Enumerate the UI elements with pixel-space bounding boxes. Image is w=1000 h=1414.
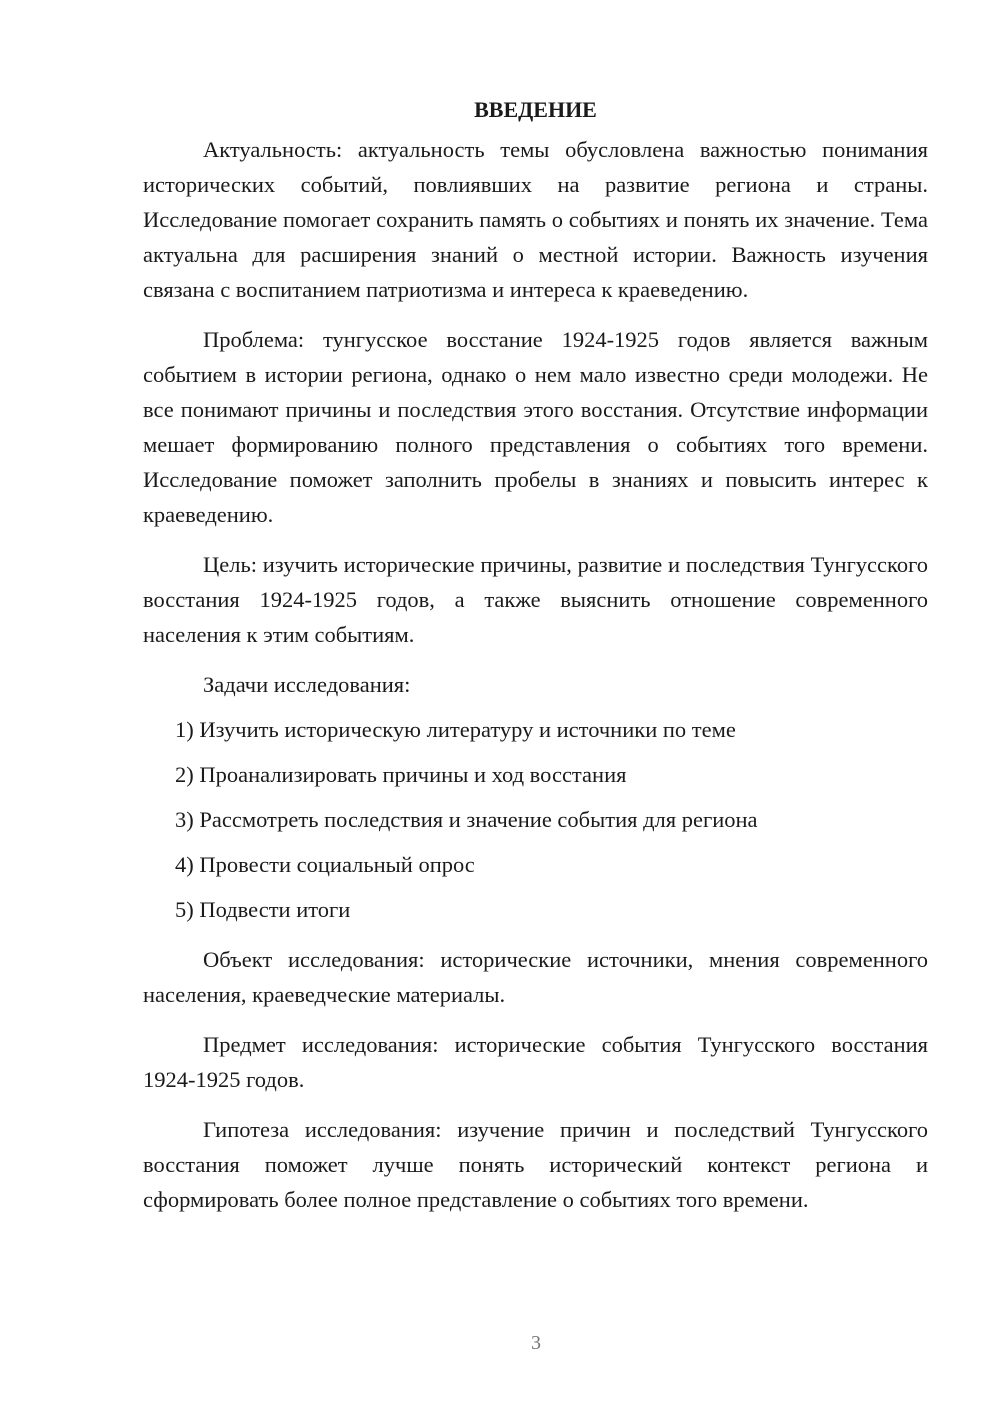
task-item-3: 3) Рассмотреть последствия и значение события для региона bbox=[175, 807, 758, 832]
tasks-heading: Задачи исследования: bbox=[203, 672, 411, 697]
page-number: 3 bbox=[531, 1332, 541, 1354]
paragraph-object: Объект исследования: исторические источники, мнения современного населения, краеведческие материалы. bbox=[143, 947, 928, 1007]
task-item-5: 5) Подвести итоги bbox=[175, 897, 351, 922]
paragraph-goal: Цель: изучить исторические причины, развитие и последствия Тунгусского восстания 1924-1925 годов, а также выяснить отношение современного населения к этим событиям. bbox=[143, 552, 928, 647]
task-item-2: 2) Проанализировать причины и ход восстания bbox=[175, 762, 627, 787]
paragraph-problem: Проблема: тунгусское восстание 1924-1925 годов является важным событием в истории региона, однако о нем мало известно среди молодежи. Не все понимают причины и последствия этого восстания. Отсутствие информации мешает формированию полного представления о событиях того времени. Исследование поможет заполнить пробелы в знаниях и повысить интерес к краеведению. bbox=[143, 327, 928, 527]
page-title: ВВЕДЕНИЕ bbox=[474, 97, 597, 122]
page-content bbox=[143, 92, 928, 1232]
paragraph-relevance: Актуальность: актуальность темы обусловлена важностью понимания исторических событий, повлиявших на развитие региона и страны. Исследование помогает сохранить память о событиях и понять их значение. Тема актуальна для расширения знаний о местной истории. Важность изучения связана с воспитанием патриотизма и интереса к краеведению. bbox=[143, 137, 928, 302]
task-item-4: 4) Провести социальный опрос bbox=[175, 852, 475, 877]
paragraph-hypothesis: Гипотеза исследования: изучение причин и последствий Тунгусского восстания поможет лучше понять исторический контекст региона и сформировать более полное представление о событиях того времени. bbox=[143, 1117, 928, 1212]
task-item-1: 1) Изучить историческую литературу и источники по теме bbox=[175, 717, 736, 742]
paragraph-subject: Предмет исследования: исторические события Тунгусского восстания 1924-1925 годов. bbox=[143, 1032, 928, 1092]
